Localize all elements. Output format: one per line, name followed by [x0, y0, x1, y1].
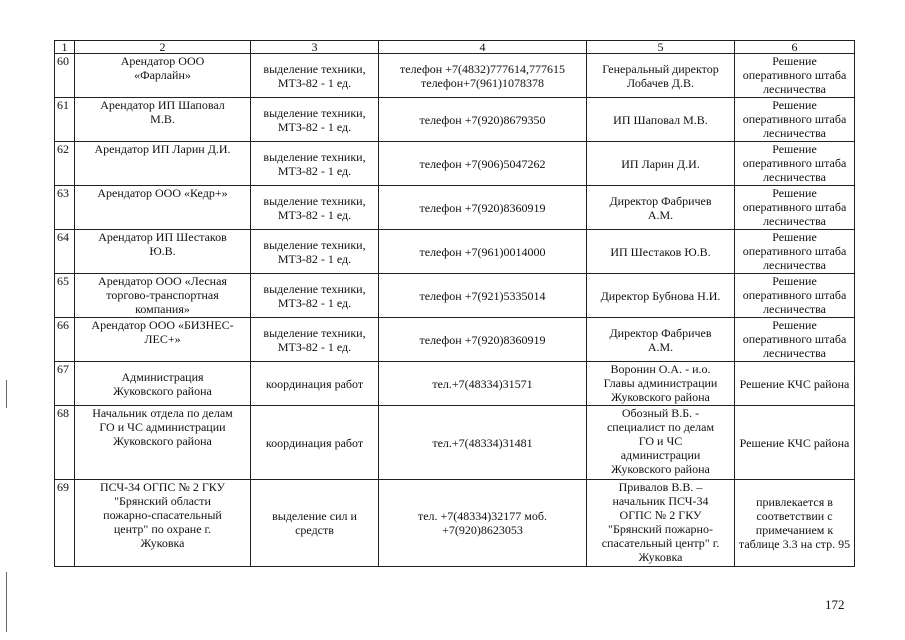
table-row — [55, 318, 855, 362]
assignment-table — [54, 40, 855, 567]
organization-cell: Арендатор ИП Шаповал М.В. — [75, 98, 251, 142]
table-row — [55, 142, 855, 186]
task-cell: координация работ — [251, 362, 379, 406]
responsible-cell: Директор Бубнова Н.И. — [587, 274, 735, 318]
basis-cell: привлекается в соответствии с примечанием к таблице 3.3 на стр. 95 — [735, 480, 855, 567]
responsible-cell: Генеральный директор Лобачев Д.В. — [587, 54, 735, 98]
header-cell: 3 — [251, 41, 379, 54]
contact-cell: телефон +7(961)0014000 — [379, 230, 587, 274]
contact-cell: телефон +7(920)8679350 — [379, 98, 587, 142]
margin-mark-bottom — [6, 572, 7, 632]
organization-cell: Арендатор ООО «Лесная торгово-транспортная компания» — [75, 274, 251, 318]
task-cell: выделение сил и средств — [251, 480, 379, 567]
table-row — [55, 480, 855, 567]
basis-cell: Решение оперативного штаба лесничества — [735, 318, 855, 362]
row-number: 68 — [55, 406, 75, 480]
task-cell: координация работ — [251, 406, 379, 480]
contact-cell: телефон +7(920)8360919 — [379, 186, 587, 230]
row-number: 60 — [55, 54, 75, 98]
basis-cell: Решение оперативного штаба лесничества — [735, 274, 855, 318]
organization-cell: Начальник отдела по делам ГО и ЧС администрации Жуковского района — [75, 406, 251, 480]
table-row — [55, 54, 855, 98]
basis-cell: Решение оперативного штаба лесничества — [735, 54, 855, 98]
basis-cell: Решение оперативного штаба лесничества — [735, 186, 855, 230]
margin-mark-top — [6, 380, 7, 408]
organization-cell: ПСЧ-34 ОГПС № 2 ГКУ "Брянский области пожарно-спасательный центр" по охране г. Жуковка — [75, 480, 251, 567]
contact-cell: тел.+7(48334)31571 — [379, 362, 587, 406]
task-cell: выделение техники, МТЗ-82 - 1 ед. — [251, 186, 379, 230]
contact-cell: телефон +7(920)8360919 — [379, 318, 587, 362]
task-cell: выделение техники, МТЗ-82 - 1 ед. — [251, 274, 379, 318]
contact-cell: тел. +7(48334)32177 моб. +7(920)8623053 — [379, 480, 587, 567]
basis-cell: Решение оперативного штаба лесничества — [735, 142, 855, 186]
page-number: 172 — [825, 597, 845, 612]
row-number: 66 — [55, 318, 75, 362]
responsible-cell: ИП Шестаков Ю.В. — [587, 230, 735, 274]
basis-cell: Решение оперативного штаба лесничества — [735, 230, 855, 274]
table-row — [55, 274, 855, 318]
header-cell: 1 — [55, 41, 75, 54]
contact-cell: телефон +7(906)5047262 — [379, 142, 587, 186]
basis-cell: Решение оперативного штаба лесничества — [735, 98, 855, 142]
organization-cell: Арендатор ООО «Кедр+» — [75, 186, 251, 230]
responsible-cell: Директор Фабричев А.М. — [587, 318, 735, 362]
table-row — [55, 98, 855, 142]
row-number: 64 — [55, 230, 75, 274]
responsible-cell: Воронин О.А. - и.о. Главы администрации Жуковского района — [587, 362, 735, 406]
header-cell: 6 — [735, 41, 855, 54]
responsible-cell: ИП Шаповал М.В. — [587, 98, 735, 142]
row-number: 67 — [55, 362, 75, 406]
header-cell: 2 — [75, 41, 251, 54]
contact-cell: телефон +7(4832)777614,777615 телефон+7(961)1078378 — [379, 54, 587, 98]
organization-cell: Администрация Жуковского района — [75, 362, 251, 406]
row-number: 65 — [55, 274, 75, 318]
contact-cell: телефон +7(921)5335014 — [379, 274, 587, 318]
contact-cell: тел.+7(48334)31481 — [379, 406, 587, 480]
responsible-cell: Директор Фабричев А.М. — [587, 186, 735, 230]
task-cell: выделение техники, МТЗ-82 - 1 ед. — [251, 98, 379, 142]
header-cell: 4 — [379, 41, 587, 54]
responsible-cell: ИП Ларин Д.И. — [587, 142, 735, 186]
task-cell: выделение техники, МТЗ-82 - 1 ед. — [251, 142, 379, 186]
row-number: 61 — [55, 98, 75, 142]
row-number: 69 — [55, 480, 75, 567]
responsible-cell: Привалов В.В. – начальник ПСЧ-34 ОГПС № 2 ГКУ "Брянский пожарно- спасательный центр" г. Жуковка — [587, 480, 735, 567]
basis-cell: Решение КЧС района — [735, 406, 855, 480]
organization-cell: Арендатор ООО «Фарлайн» — [75, 54, 251, 98]
row-number: 63 — [55, 186, 75, 230]
table-row — [55, 186, 855, 230]
task-cell: выделение техники, МТЗ-82 - 1 ед. — [251, 230, 379, 274]
task-cell: выделение техники, МТЗ-82 - 1 ед. — [251, 318, 379, 362]
basis-cell: Решение КЧС района — [735, 362, 855, 406]
task-cell: выделение техники, МТЗ-82 - 1 ед. — [251, 54, 379, 98]
table-row — [55, 362, 855, 406]
table-row — [55, 406, 855, 480]
header-cell: 5 — [587, 41, 735, 54]
table-row — [55, 230, 855, 274]
table-header-row — [55, 41, 855, 54]
row-number: 62 — [55, 142, 75, 186]
responsible-cell: Обозный В.Б. - специалист по делам ГО и ЧС администрации Жуковского района — [587, 406, 735, 480]
organization-cell: Арендатор ООО «БИЗНЕС- ЛЕС+» — [75, 318, 251, 362]
organization-cell: Арендатор ИП Ларин Д.И. — [75, 142, 251, 186]
organization-cell: Арендатор ИП Шестаков Ю.В. — [75, 230, 251, 274]
